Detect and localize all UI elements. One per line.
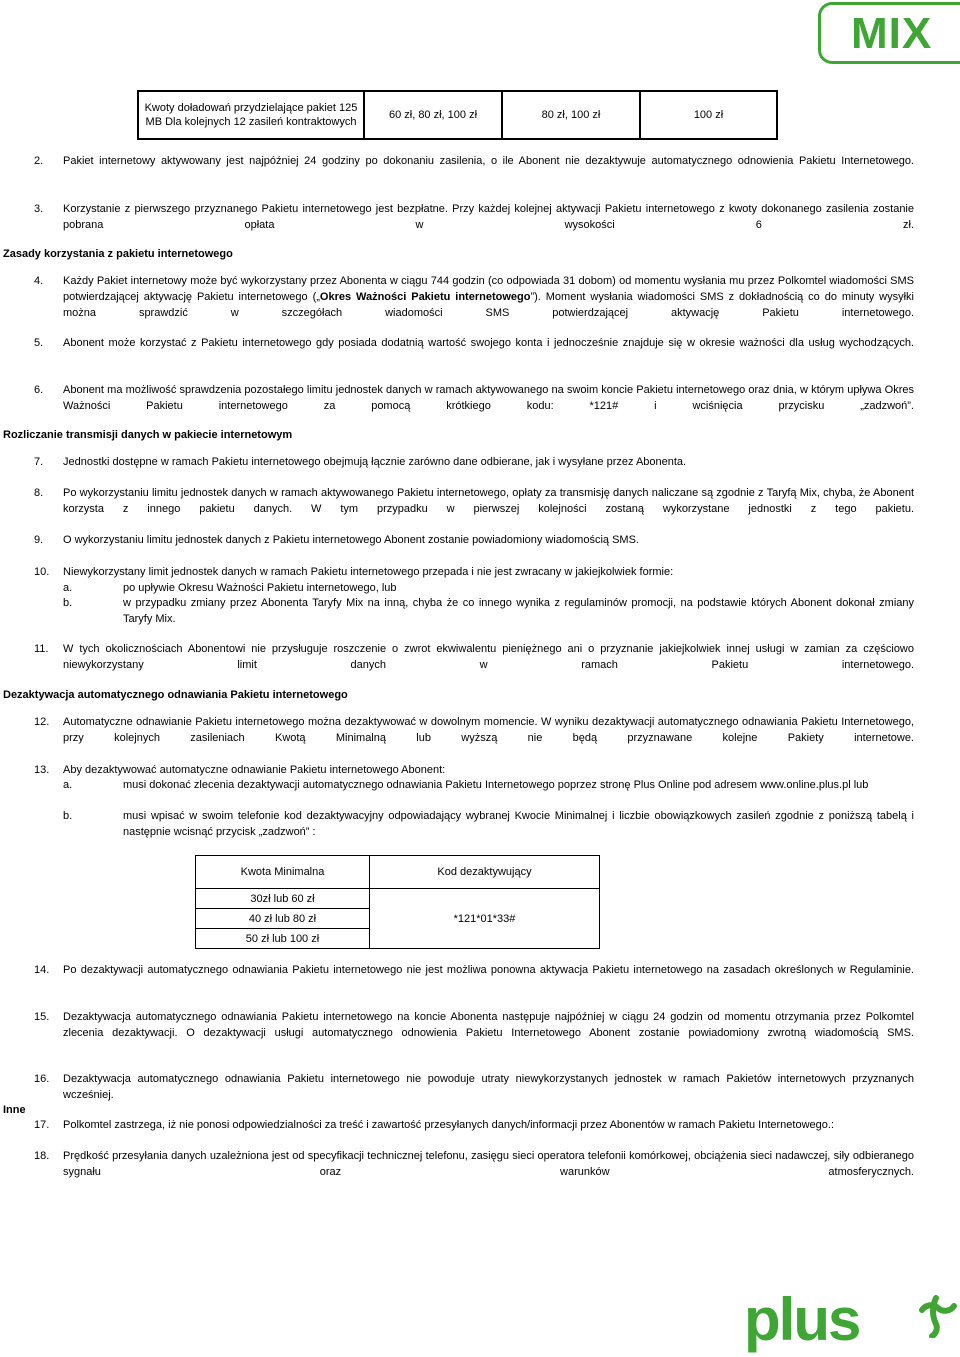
sub-item-10a	[63, 580, 914, 596]
item-number: 13.	[34, 764, 50, 776]
sub-item-text: musi dokonać zlecenia dezaktywacji automatycznego odnawiania Pakietu Internetowego poprzez stronę Plus Online pod adresem www.online.plus.pl lub	[123, 779, 869, 791]
plus-logo-icon	[914, 1294, 958, 1338]
item-number: 4.	[34, 275, 44, 287]
list-item-6	[34, 382, 914, 430]
list-item-7	[34, 454, 914, 470]
item-number: 18.	[34, 1150, 50, 1162]
item-number: 10.	[34, 566, 50, 578]
sub-item-text: w przypadku zmiany przez Abonenta Taryfy Mix na inną, chyba że co innego wynika z regulaminów promocji, na podstawie których Abonent dokonał zmiany Taryfy Mix.	[123, 597, 914, 625]
sub-item-label: a.	[63, 582, 73, 594]
plus-logo	[744, 1286, 860, 1353]
sub-item-label: a.	[63, 779, 73, 791]
item-number: 11.	[34, 643, 49, 655]
item-text: Abonent może korzystać z Pakietu internetowego gdy posiada dodatnią wartość swojego konta i jednocześnie znajduje się w okresie ważności dla usług wychodzących.	[63, 337, 914, 349]
item-text: Pakiet internetowy aktywowany jest najpóźniej 24 godziny po dokonaniu zasilenia, o ile Abonent nie dezaktywuje automatycznego odnowienia Pakietu Internetowego.	[63, 155, 914, 167]
list-item-18	[34, 1148, 914, 1196]
deactivation-codes-table	[195, 855, 600, 949]
item-text: Po wykorzystaniu limitu jednostek danych w ramach aktywowanego Pakietu internetowego, opłaty za transmisję danych naliczane są zgodnie z Taryfą Mix, chyba, że Abonent korzysta z innego pakietu danych. W tym przypadku w pierwszej kolejności zostaną wykorzystane jednostki z tego pakietu.	[63, 487, 914, 515]
heading-zasady: Zasady korzystania z pakietu internetowego	[3, 248, 233, 260]
list-item-4	[34, 273, 914, 337]
item-number: 2.	[34, 155, 44, 167]
item-text: W tych okolicznościach Abonentowi nie przysługuje roszczenie o zwrot ekwiwalentu pieniężnego ani o przyznanie jakiejkolwiek innej usługi w zamian za częściowo niewykorzystany limit danych w ramach Pakietu internetowego.	[63, 643, 914, 671]
sub-item-13b	[63, 808, 914, 840]
item-number: 3.	[34, 203, 44, 215]
item-number: 15.	[34, 1011, 50, 1023]
list-item-10	[34, 564, 914, 580]
top-up-amounts-table	[137, 90, 778, 140]
item-text	[63, 273, 914, 337]
item-number: 7.	[34, 456, 44, 468]
sub-item-text: po upływie Okresu Ważności Pakietu internetowego, lub	[123, 582, 397, 594]
top-table-col1: 60 zł, 80 zł, 100 zł	[364, 91, 502, 139]
item-number: 9.	[34, 534, 44, 546]
item-number: 8.	[34, 487, 44, 499]
item-text-bold: Okres Ważności Pakietu internetowego	[319, 291, 531, 303]
top-table-col3: 100 zł	[640, 91, 777, 139]
list-item-11	[34, 641, 914, 689]
top-table-col2: 80 zł, 100 zł	[502, 91, 640, 139]
sub-item-label: b.	[63, 810, 73, 822]
codes-header-amount: Kwota Minimalna	[196, 856, 370, 889]
item-number: 12.	[34, 716, 50, 728]
sub-item-13a	[63, 777, 914, 793]
list-item-3	[34, 201, 914, 249]
list-item-5	[34, 335, 914, 367]
item-text: Jednostki dostępne w ramach Pakietu internetowego obejmują łącznie zarówno dane odbierane, jak i wysyłane przez Abonenta.	[63, 456, 687, 468]
item-text: Automatyczne odnawianie Pakietu internetowego można dezaktywować w dowolnym momencie. W wyniku dezaktywacji automatycznego odnawiania Pakietu Internetowego, przy kolejnych zasileniach Kwotą Minimalną lub wyższą nie będą przyznawane kolejne Pakiety internetowe.	[63, 716, 914, 744]
sub-item-10b	[63, 595, 914, 627]
item-text: Dezaktywacja automatycznego odnawiania Pakietu internetowego nie powoduje utraty niewykorzystanych jednostek w ramach Pakietów internetowych przyznanych wcześniej.	[63, 1073, 914, 1101]
item-text: Korzystanie z pierwszego przyznanego Pakietu internetowego jest bezpłatne. Przy każdej kolejnej aktywacji Pakietu internetowego z kwoty dokonanego zasilenia zostanie pobrana opłata w wysokości 6 zł.	[63, 203, 914, 231]
codes-header-code: Kod dezaktywujący	[370, 856, 600, 889]
list-item-15	[34, 1009, 914, 1057]
item-text: Po dezaktywacji automatycznego odnawiania Pakietu internetowego nie jest możliwa ponowna aktywacja Pakietu internetowego na zasadach określonych w Regulaminie.	[63, 964, 914, 976]
heading-dezaktywacja: Dezaktywacja automatycznego odnawiania Pakietu internetowego	[3, 689, 348, 701]
mix-logo	[818, 2, 960, 64]
list-item-2	[34, 153, 914, 185]
item-number: 6.	[34, 384, 44, 396]
item-text: Dezaktywacja automatycznego odnawiania Pakietu internetowego na koncie Abonenta następuje najpóźniej w ciągu 24 godzin od momentu otrzymania przez Polkomtel zlecenia dezaktywacji. O dezaktywacji usługi automatycznego odnowienia Pakietu Internetowego Abonent zostanie powiadomiony zwrotną wiadomością SMS.	[63, 1011, 914, 1039]
list-item-17	[34, 1117, 914, 1133]
list-item-13	[34, 762, 914, 778]
list-item-8	[34, 485, 914, 533]
plus-logo-text: plus	[744, 1286, 860, 1353]
item-number: 16.	[34, 1073, 50, 1085]
list-item-14	[34, 962, 914, 994]
item-text-part: Każdy Pakiet internetowy może być wykorzystany przez Abonenta w ciągu 744 godzin (co odpowiada 31 dobom) od momentu wysłania mu przez Polkomtel wiadomości SMS potwierdzającej aktywację Pakietu internetowego („	[63, 275, 914, 303]
item-number: 5.	[34, 337, 44, 349]
item-text: Abonent ma możliwość sprawdzenia pozostałego limitu jednostek danych w ramach aktywowanego na swoim koncie Pakietu internetowego oraz dnia, w którym upływa Okres Ważności Pakietu internetowego za pomocą krótkiego kodu: *121# i wciśnięcia przycisku „zadzwoń”.	[63, 384, 914, 412]
item-text: Prędkość przesyłania danych uzależniona jest od specyfikacji technicznej telefonu, zasięgu sieci operatora telefonii komórkowej, obciążenia sieci nadawczej, siły odbieranego sygnału oraz warunków atmosferycznych.	[63, 1150, 914, 1178]
sub-item-text: musi wpisać w swoim telefonie kod dezaktywacyjny odpowiadający wybranej Kwocie Minimalnej i liczbie obowiązkowych zasileń zgodnie z poniższą tabelą i następnie wcisnąć przycisk „zadzwoń” :	[123, 810, 914, 838]
list-item-12	[34, 714, 914, 762]
top-table-label: Kwoty doładowań przydzielające pakiet 125 MB Dla kolejnych 12 zasileń kontraktowych	[138, 91, 364, 139]
item-number: 17.	[34, 1119, 50, 1131]
heading-rozliczanie: Rozliczanie transmisji danych w pakiecie internetowym	[3, 429, 293, 441]
item-text-part: ”). Moment wysłania wiadomości SMS z dokładnością co do minuty wysyłki można sprawdzić w szczegółach wiadomości SMS potwierdzającej aktywację Pakietu internetowego.	[63, 291, 914, 319]
codes-row-amount: 40 zł lub 80 zł	[196, 909, 370, 929]
codes-row-amount: 30zł lub 60 zł	[196, 889, 370, 909]
codes-row-amount: 50 zł lub 100 zł	[196, 929, 370, 949]
item-text: Niewykorzystany limit jednostek danych w ramach Pakietu internetowego przepada i nie jest zwracany w jakiejkolwiek formie:	[63, 566, 674, 578]
sub-item-label: b.	[63, 597, 73, 609]
list-item-16	[34, 1071, 914, 1119]
item-text: Aby dezaktywować automatyczne odnawianie Pakietu internetowego Abonent:	[63, 764, 446, 776]
list-item-9	[34, 532, 914, 548]
codes-row-code: *121*01*33#	[370, 889, 600, 949]
item-number: 14.	[34, 964, 50, 976]
item-text: O wykorzystaniu limitu jednostek danych z Pakietu internetowego Abonent zostanie powiadomiony wiadomością SMS.	[63, 534, 639, 546]
item-text: Polkomtel zastrzega, iż nie ponosi odpowiedzialności za treść i zawartość przesyłanych danych/informacji przez Abonentów w ramach Pakietu Internetowego.:	[63, 1119, 834, 1131]
heading-inne: Inne	[3, 1104, 26, 1116]
mix-logo-text: MIX	[851, 9, 933, 58]
